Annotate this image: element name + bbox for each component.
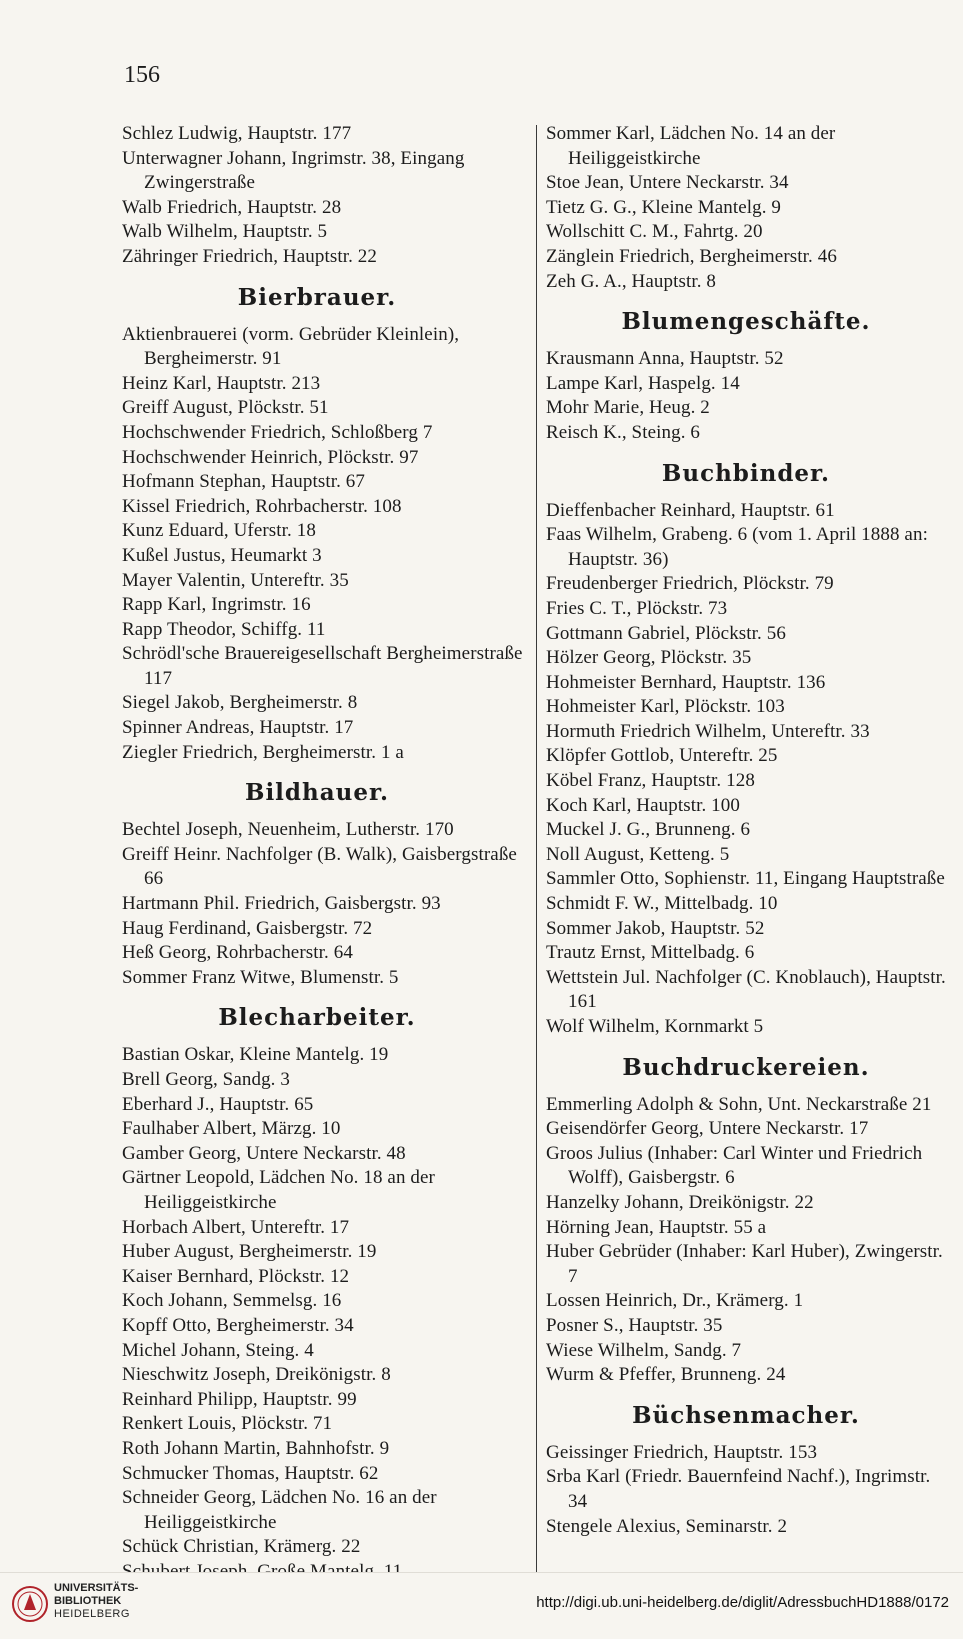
directory-entry: Wettstein Jul. Nachfolger (C. Knoblauch), Hauptstr. 161 — [546, 966, 946, 1013]
directory-entry: Freudenberger Friedrich, Plöckstr. 79 — [546, 573, 834, 595]
directory-entry: Heß Georg, Rohrbacherstr. 64 — [122, 942, 353, 964]
directory-entry: Zeh G. A., Hauptstr. 8 — [546, 270, 717, 292]
directory-entry: Fries C. T., Plöckstr. 73 — [546, 597, 728, 619]
directory-entry: Köbel Franz, Hauptstr. 128 — [546, 770, 755, 792]
directory-entry: Zänglein Friedrich, Bergheimerstr. 46 — [546, 245, 837, 267]
directory-entry: Klöpfer Gottlob, Untereftr. 25 — [546, 745, 778, 767]
directory-entry: Hörning Jean, Hauptstr. 55 a — [546, 1216, 767, 1238]
page-number: 156 — [124, 62, 160, 88]
directory-entry: Greiff Heinr. Nachfolger (B. Walk), Gaisbergstraße 66 — [122, 843, 517, 890]
directory-entry: Geissinger Friedrich, Hauptstr. 153 — [546, 1441, 818, 1463]
source-url-link[interactable]: http://digi.ub.uni-heidelberg.de/diglit/AdressbuchHD1888/0172 — [536, 1594, 949, 1611]
directory-entry: Koch Johann, Semmelsg. 16 — [122, 1290, 342, 1312]
directory-entry: Renkert Louis, Plöckstr. 71 — [122, 1413, 333, 1435]
directory-entry: Michel Johann, Steing. 4 — [122, 1339, 314, 1361]
university-seal-icon — [10, 1580, 50, 1628]
directory-entry: Wollschitt C. M., Fahrtg. 20 — [546, 221, 763, 243]
directory-entry: Posner S., Hauptstr. 35 — [546, 1314, 723, 1336]
section-heading: Blecharbeiter. — [218, 1004, 416, 1032]
directory-entry: Aktienbrauerei (vorm. Gebrüder Kleinlein), Bergheimerstr. 91 — [122, 323, 460, 370]
directory-entry: Srba Karl (Friedr. Bauernfeind Nachf.), Ingrimstr. 34 — [546, 1466, 931, 1512]
directory-entry: Wurm & Pfeffer, Brunneng. 24 — [546, 1364, 786, 1386]
library-logo-text — [54, 1582, 138, 1621]
directory-entry: Hanzelky Johann, Dreikönigstr. 22 — [546, 1191, 814, 1213]
directory-entry: Sommer Karl, Lädchen No. 14 an der Heiliggeistkirche — [546, 123, 836, 169]
section-heading: Buchbinder. — [661, 459, 831, 487]
directory-entry: Kaiser Bernhard, Plöckstr. 12 — [122, 1265, 350, 1287]
section-heading: Bildhauer. — [245, 779, 389, 807]
directory-entry: Faulhaber Albert, Märzg. 10 — [122, 1118, 341, 1140]
directory-entry: Haug Ferdinand, Gaisbergstr. 72 — [122, 917, 373, 939]
directory-entry: Kunz Eduard, Uferstr. 18 — [122, 520, 316, 542]
directory-entry: Kußel Justus, Heumarkt 3 — [122, 544, 322, 566]
directory-entry: Hofmann Stephan, Hauptstr. 67 — [122, 471, 366, 493]
directory-entry: Sammler Otto, Sophienstr. 11, Eingang Hauptstraße — [546, 868, 945, 890]
directory-entry: Greiff August, Plöckstr. 51 — [122, 397, 329, 419]
directory-entry: Tietz G. G., Kleine Mantelg. 9 — [546, 196, 782, 218]
directory-entry: Reisch K., Steing. 6 — [546, 421, 700, 443]
directory-entry: Schmidt F. W., Mittelbadg. 10 — [546, 893, 778, 915]
directory-entry: Wiese Wilhelm, Sandg. 7 — [546, 1339, 742, 1361]
directory-entry: Lampe Karl, Haspelg. 14 — [546, 372, 740, 394]
directory-entry: Trautz Ernst, Mittelbadg. 6 — [546, 942, 755, 964]
left-column — [122, 122, 532, 1584]
directory-entry: Mayer Valentin, Untereftr. 35 — [122, 569, 349, 591]
directory-entry: Walb Wilhelm, Hauptstr. 5 — [122, 221, 328, 243]
directory-entry: Sommer Franz Witwe, Blumenstr. 5 — [122, 966, 399, 988]
directory-entry: Muckel J. G., Brunneng. 6 — [546, 819, 751, 841]
directory-entry: Gottmann Gabriel, Plöckstr. 56 — [546, 622, 786, 644]
directory-entry: Schlez Ludwig, Hauptstr. 177 — [122, 123, 352, 144]
directory-entry: Stengele Alexius, Seminarstr. 2 — [546, 1515, 788, 1537]
section-heading: Blumengeschäfte. — [621, 308, 871, 336]
directory-entry: Horbach Albert, Untereftr. 17 — [122, 1216, 350, 1238]
logo-line-1: UNIVERSITÄTS- — [54, 1582, 139, 1594]
directory-entry: Reinhard Philipp, Hauptstr. 99 — [122, 1388, 357, 1410]
directory-entry: Huber August, Bergheimerstr. 19 — [122, 1241, 377, 1263]
directory-entry: Huber Gebrüder (Inhaber: Karl Huber), Zwingerstr. 7 — [546, 1241, 943, 1287]
directory-entry: Eberhard J., Hauptstr. 65 — [122, 1093, 314, 1115]
directory-entry: Geisendörfer Georg, Untere Neckarstr. 17 — [546, 1118, 869, 1140]
directory-entry: Hartmann Phil. Friedrich, Gaisbergstr. 93 — [122, 893, 441, 915]
directory-entry: Emmerling Adolph & Sohn, Unt. Neckarstraße 21 — [546, 1093, 932, 1115]
directory-entry: Kissel Friedrich, Rohrbacherstr. 108 — [122, 495, 402, 517]
directory-entry: Krausmann Anna, Hauptstr. 52 — [546, 348, 784, 370]
directory-entry: Sommer Jakob, Hauptstr. 52 — [546, 917, 765, 939]
directory-entry: Faas Wilhelm, Grabeng. 6 (vom 1. April 1888 an: Hauptstr. 36) — [546, 524, 928, 570]
logo-line-2: BIBLIOTHEK — [54, 1595, 122, 1607]
directory-entry: Rapp Theodor, Schiffg. 11 — [122, 618, 326, 640]
directory-entry: Kopff Otto, Bergheimerstr. 34 — [122, 1314, 354, 1336]
column-divider — [536, 125, 537, 1605]
directory-entry: Brell Georg, Sandg. 3 — [122, 1069, 290, 1090]
directory-entry: Hohmeister Karl, Plöckstr. 103 — [546, 696, 785, 718]
directory-entry: Noll August, Ketteng. 5 — [546, 843, 730, 865]
section-heading: Büchsenmacher. — [632, 1401, 860, 1429]
directory-entry: Roth Johann Martin, Bahnhofstr. 9 — [122, 1437, 390, 1459]
directory-entry: Bastian Oskar, Kleine Mantelg. 19 — [122, 1044, 389, 1066]
directory-entry: Gamber Georg, Untere Neckarstr. 48 — [122, 1142, 406, 1164]
section-heading: Buchdruckereien. — [622, 1053, 870, 1081]
directory-entry: Heinz Karl, Hauptstr. 213 — [122, 372, 321, 394]
directory-entry: Stoe Jean, Untere Neckarstr. 34 — [546, 172, 789, 194]
directory-entry: Schrödl'sche Brauereigesellschaft Bergheimerstraße 117 — [122, 643, 523, 689]
directory-entry: Schmucker Thomas, Hauptstr. 62 — [122, 1462, 379, 1484]
directory-entry: Walb Friedrich, Hauptstr. 28 — [122, 196, 342, 218]
directory-entry: Schück Christian, Krämerg. 22 — [122, 1536, 361, 1558]
directory-entry: Siegel Jakob, Bergheimerstr. 8 — [122, 692, 358, 714]
directory-entry: Gärtner Leopold, Lädchen No. 18 an der Heiliggeistkirche — [122, 1167, 435, 1213]
directory-entry: Zähringer Friedrich, Hauptstr. 22 — [122, 245, 377, 267]
directory-entry: Hölzer Georg, Plöckstr. 35 — [546, 647, 752, 669]
directory-entry: Koch Karl, Hauptstr. 100 — [546, 794, 740, 816]
directory-entry: Hohmeister Bernhard, Hauptstr. 136 — [546, 671, 826, 693]
directory-entry: Nieschwitz Joseph, Dreikönigstr. 8 — [122, 1364, 391, 1386]
directory-entry: Groos Julius (Inhaber: Carl Winter und Friedrich Wolff), Gaisbergstr. 6 — [546, 1142, 923, 1189]
directory-entry: Hochschwender Heinrich, Plöckstr. 97 — [122, 446, 419, 468]
section-heading: Bierbrauer. — [237, 283, 397, 311]
directory-entry: Mohr Marie, Heug. 2 — [546, 397, 710, 419]
directory-entry: Hochschwender Friedrich, Schloßberg 7 — [122, 421, 433, 443]
directory-entry: Schneider Georg, Lädchen No. 16 an der Heiliggeistkirche — [122, 1487, 437, 1533]
logo-line-3: HEIDELBERG — [54, 1608, 130, 1620]
directory-entry: Hormuth Friedrich Wilhelm, Untereftr. 33 — [546, 720, 870, 742]
directory-entry: Bechtel Joseph, Neuenheim, Lutherstr. 170 — [122, 819, 454, 841]
directory-entry: Spinner Andreas, Hauptstr. 17 — [122, 717, 354, 739]
directory-entry: Rapp Karl, Ingrimstr. 16 — [122, 594, 311, 616]
right-column — [546, 122, 946, 1539]
directory-entry: Dieffenbacher Reinhard, Hauptstr. 61 — [546, 499, 835, 521]
directory-entry: Ziegler Friedrich, Bergheimerstr. 1 a — [122, 741, 404, 763]
directory-entry: Lossen Heinrich, Dr., Krämerg. 1 — [546, 1290, 804, 1312]
directory-entry: Wolf Wilhelm, Kornmarkt 5 — [546, 1016, 764, 1037]
directory-entry: Unterwagner Johann, Ingrimstr. 38, Eingang Zwingerstraße — [122, 147, 465, 194]
